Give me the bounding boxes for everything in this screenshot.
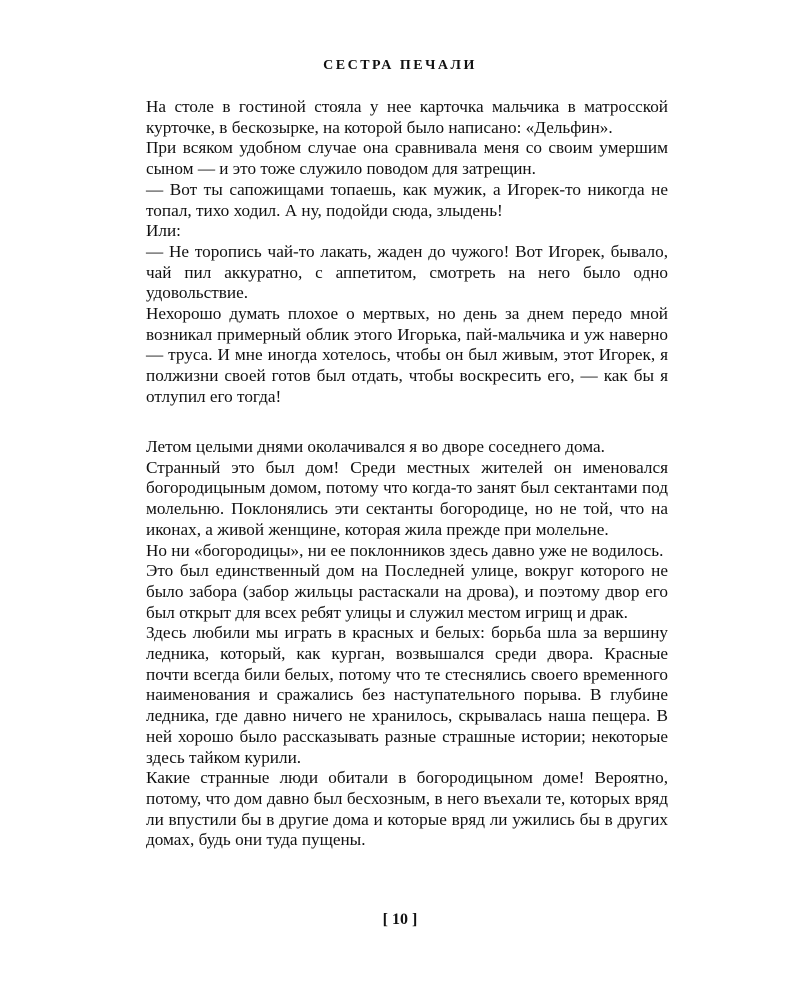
paragraph: На столе в гостиной стояла у нее карточка мальчика в матросской курточке, в бескозырке, на которой было написано: «Дельфин». xyxy=(146,97,668,137)
paragraph: Здесь любили мы играть в красных и белых: борьба шла за вершину ледника, который, как курган, возвышался среди двора. Красные почти всегда били белых, потому что те стеснялись своего временного наименования и сражались без наступательного порыва. В глубине ледника, где давно ничего не хранилось, скрывалась наша пещера. В ней хорошо было рассказывать разные страшные истории; некоторые здесь тайком курили. xyxy=(146,623,668,767)
text-section-one xyxy=(146,97,668,408)
paragraph: Странный это был дом! Среди местных жителей он именовался богородицыным домом, потому что когда-то занят был сектантами под молельню. Поклонялись эти сектанты богородице, но не той, что на иконах, а живой женщине, которая жила прежде при молельне. xyxy=(146,457,668,539)
paragraph: Нехорошо думать плохое о мертвых, но день за днем передо мной возникал примерный облик этого Игорька, пай-мальчика и уж наверно — труса. И мне иногда хотелось, чтобы он был живым, этот Игорек, я полжизни своей готов был отдать, чтобы воскресить его, — как бы я отлупил его тогда! xyxy=(146,304,668,406)
paragraph: — Не торопись чай-то лакать, жаден до чужого! Вот Игорек, бывало, чай пил аккуратно, с аппетитом, смотреть на него было одно удовольствие. xyxy=(146,241,668,303)
paragraph: Летом целыми днями околачивался я во дворе соседнего дома. xyxy=(146,437,605,456)
text-section-two xyxy=(146,437,668,851)
paragraph: Но ни «богородицы», ни ее поклонников здесь давно уже не водилось. xyxy=(146,540,664,560)
running-head: СЕСТРА ПЕЧАЛИ xyxy=(323,58,477,73)
paragraph: Это был единственный дом на Последней улице, вокруг которого не было забора (забор жильцы растаскали на дрова), и поэтому двор его был открыт для всех ребят улицы и служил местом игрищ и драк. xyxy=(146,561,668,622)
paragraph: — Вот ты сапожищами топаешь, как мужик, а Игорек-то никогда не топал, тихо ходил. А ну, подойди сюда, злыдень! xyxy=(146,179,668,220)
paragraph: Какие странные люди обитали в богородицыном доме! Вероятно, потому, что дом давно был бесхозным, в него въехали те, которых вряд ли впустили бы в другие дома и которые вряд ли ужились бы в других домах, будь они туда пущены. xyxy=(146,768,668,850)
paragraph: При всяком удобном случае она сравнивала меня со своим умершим сыном — и это тоже служило поводом для затрещин. xyxy=(146,138,668,179)
page-number: [ 10 ] xyxy=(382,911,418,928)
paragraph: Или: xyxy=(146,221,181,241)
